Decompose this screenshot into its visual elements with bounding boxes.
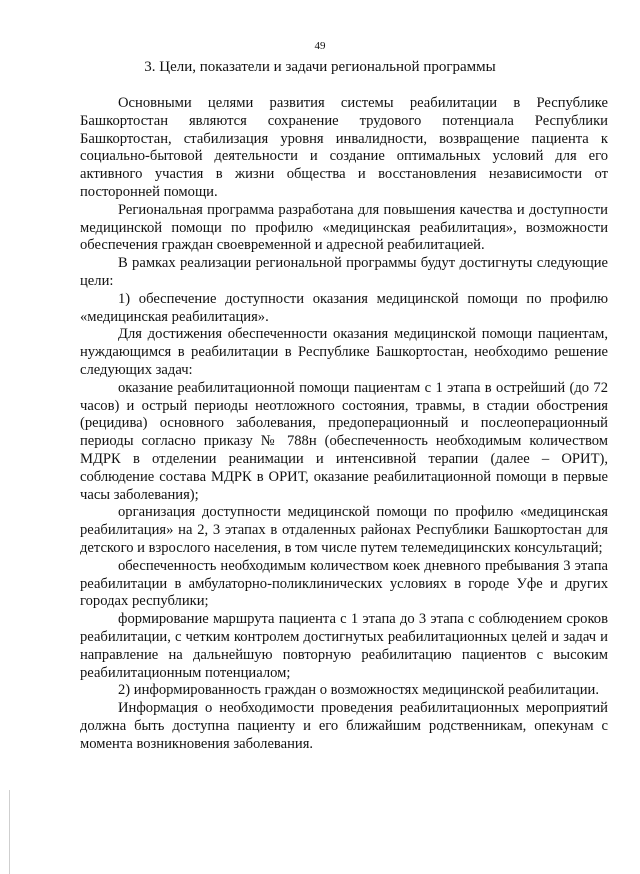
paragraph-goal-2: 2) информированность граждан о возможностях медицинской реабилитации. xyxy=(118,682,599,699)
paragraph-goal-1: 1) обеспечение доступности оказания медицинской помощи по профилю «медицинская реабилитация». xyxy=(80,290,608,325)
paragraph-tasks-intro: Для достижения обеспеченности оказания медицинской помощи пациентам, нуждающимся в реабилитации в Республике Башкортостан, необходимо решение следующих задач: xyxy=(80,326,608,378)
paragraph-information: Информация о необходимости проведения реабилитационных мероприятий должна быть доступна пациенту и его ближайшим родственникам, опекунам с момента возникновения заболевания. xyxy=(80,700,608,752)
paragraph-task-beds: обеспеченность необходимым количеством коек дневного пребывания 3 этапа реабилитации в амбулаторно-поликлинических условиях в городе Уфе и других городах республики; xyxy=(80,557,608,610)
page-number: 49 xyxy=(314,40,326,52)
paragraph-program-purpose: Региональная программа разработана для повышения качества и доступности медицинской помощи по профилю «медицинская реабилитация», возможности обеспечения граждан своевременной и адресной реабилитацией. xyxy=(80,201,608,254)
paragraph-task-access: организация доступности медицинской помощи по профилю «медицинская реабилитация» на 2, 3 этапах в отдаленных районах Республики Башкортостан для детского и взрослого населения, в том числе путем телемедицинских консультаций; xyxy=(80,504,608,556)
scan-edge-line xyxy=(9,790,10,874)
section-heading: 3. Цели, показатели и задачи региональной программы xyxy=(144,59,496,75)
document-body xyxy=(80,95,608,753)
paragraph-task-stage1: оказание реабилитационной помощи пациентам с 1 этапа в острейший (до 72 часов) и острый периоды неотложного состояния, травмы, в стадии обострения (рецидива) основного заболевания, предоперационный и послеоперационный периоды согласно приказу № 788н (обеспеченность необходимым количеством МДРК в отделении реанимации и интенсивной терапии (далее – ОРИТ), соблюдение состава МДРК в ОРИТ, оказание реабилитационной помощи в первые часы заболевания); xyxy=(80,379,608,503)
paragraph-goals-intro: В рамках реализации региональной программы будут достигнуты следующие цели: xyxy=(80,255,608,289)
paragraph-task-route: формирование маршрута пациента с 1 этапа до 3 этапа с соблюдением сроков реабилитации, с четким контролем достигнутых реабилитационных целей и задач и направление на дальнейшую повторную реабилитацию пациентов с высоким реабилитационным потенциалом; xyxy=(80,611,608,681)
paragraph-goals: Основными целями развития системы реабилитации в Республике Башкортостан являются сохранение трудового потенциала Республики Башкортостан, стабилизация уровня инвалидности, возвращение пациента к социально-бытовой деятельности и создание оптимальных условий для его активного участия в жизни общества и восстановления независимости от посторонней помощи. xyxy=(80,95,608,200)
